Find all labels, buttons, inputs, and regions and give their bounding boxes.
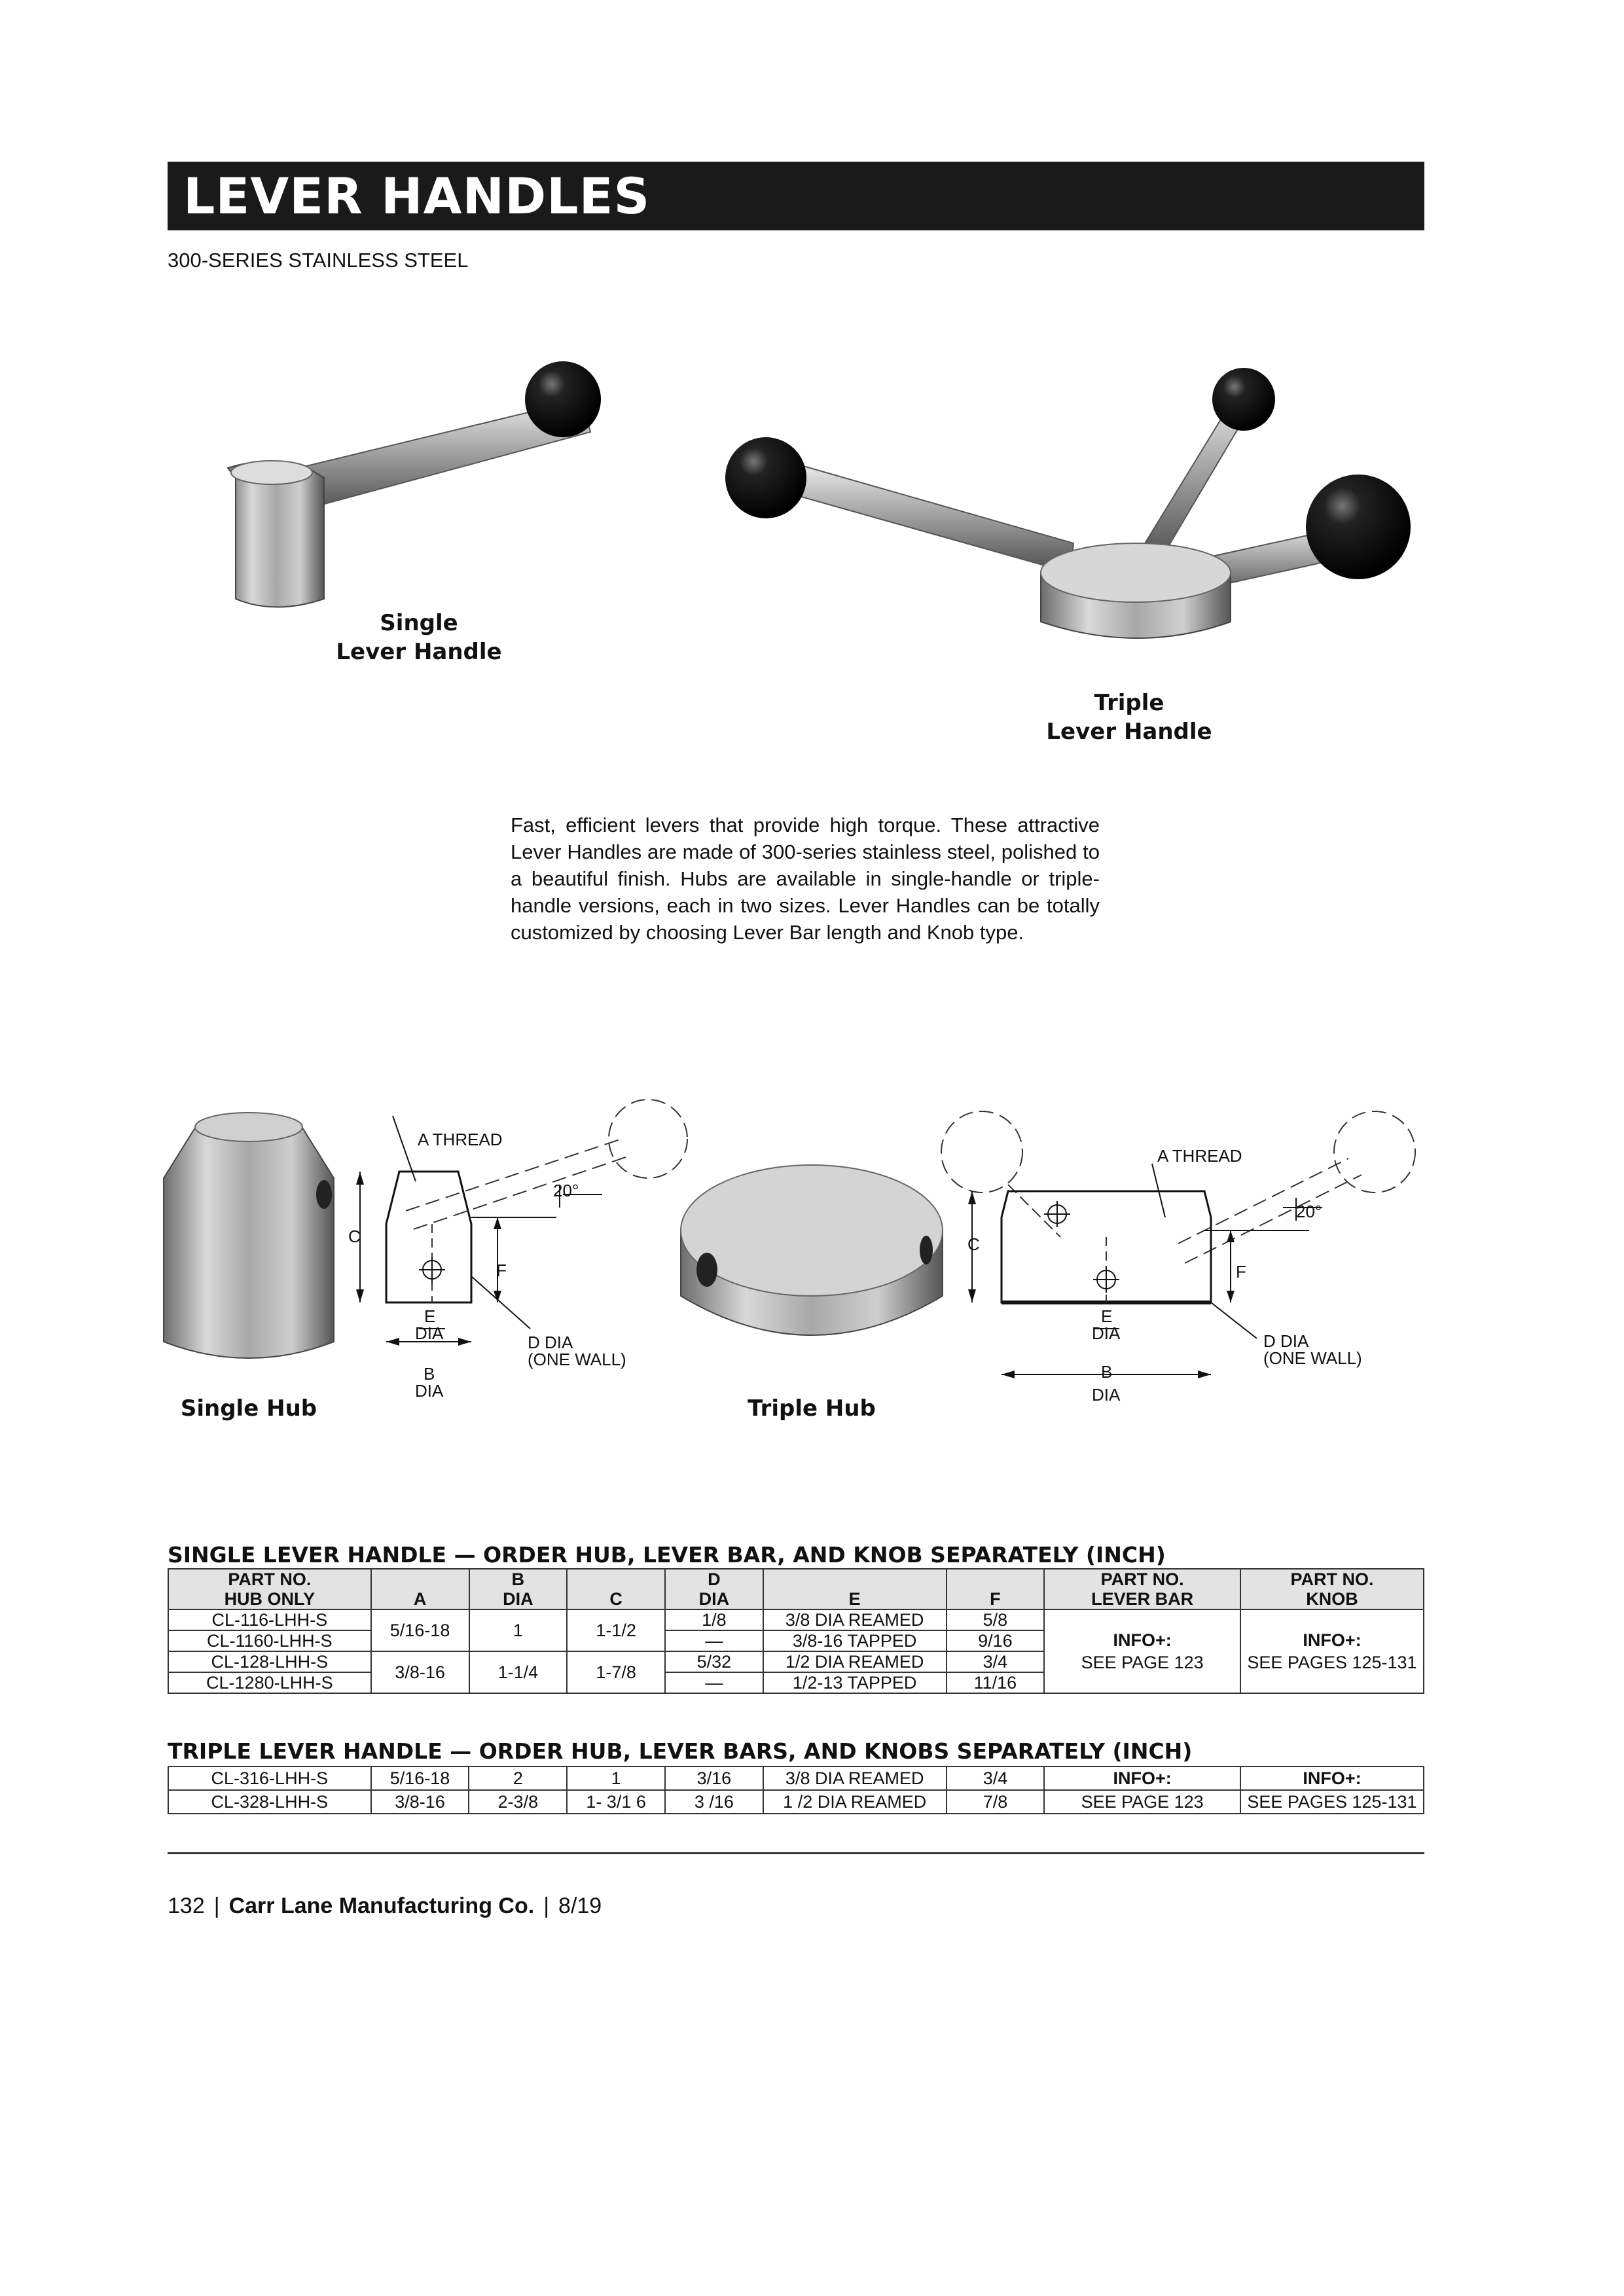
single-c-label: C: [348, 1227, 361, 1246]
footer-divider: [168, 1852, 1424, 1854]
single-f-label: F: [496, 1261, 507, 1280]
company-name: Carr Lane Manufacturing Co.: [228, 1893, 535, 1918]
single-e-label: E: [424, 1306, 436, 1326]
page-number: 132: [168, 1893, 205, 1918]
triple-lever-table: [168, 1766, 1424, 1814]
header-line: D: [708, 1570, 721, 1589]
c-cell: 1-1/2: [567, 1609, 665, 1651]
col-e: E: [763, 1569, 947, 1609]
lever-bar-see-cell: SEE PAGE 123: [1044, 1790, 1240, 1814]
single-lever-handle-caption: [314, 609, 524, 666]
e-cell: 3/8-16 TAPPED: [763, 1630, 947, 1651]
col-c: C: [567, 1569, 665, 1609]
b-cell: 1: [469, 1609, 568, 1651]
caption-line: Triple: [1094, 690, 1164, 716]
single-b-dia-label: DIA: [415, 1381, 444, 1401]
triple-hub-diagram: [916, 1086, 1453, 1414]
triple-table-title: TRIPLE LEVER HANDLE — ORDER HUB, LEVER BARS, AND KNOBS SEPARATELY (INCH): [168, 1738, 1193, 1764]
triple-c-label: C: [967, 1234, 980, 1254]
triple-f-label: F: [1236, 1262, 1246, 1282]
page-footer: [168, 1893, 602, 1919]
part-no-cell: CL-1160-LHH-S: [168, 1630, 371, 1651]
triple-hub-photo: [674, 1152, 949, 1374]
b-cell: 2: [469, 1767, 567, 1790]
part-no-cell: CL-328-LHH-S: [168, 1790, 371, 1814]
table-row: [168, 1767, 1424, 1790]
triple-angle-label: 20°: [1296, 1202, 1322, 1221]
col-f: F: [947, 1569, 1045, 1609]
triple-lever-handle-photo: [707, 347, 1440, 661]
part-no-cell: CL-116-LHH-S: [168, 1609, 371, 1630]
triple-e-dia-label: DIA: [1092, 1323, 1121, 1343]
info-label: INFO+:: [1113, 1768, 1172, 1788]
triple-one-wall-label: (ONE WALL): [1263, 1348, 1362, 1368]
footer-date: 8/19: [558, 1893, 602, 1918]
caption-line: Single: [380, 610, 458, 636]
see-pages-link: SEE PAGES 125-131: [1247, 1653, 1417, 1672]
header-line: PART NO.: [228, 1570, 312, 1589]
e-cell: 1/2-13 TAPPED: [763, 1672, 947, 1693]
info-label: INFO+:: [1303, 1630, 1362, 1650]
table-header-row: [168, 1569, 1424, 1609]
header-line: DIA: [698, 1589, 730, 1609]
c-cell: 1-7/8: [567, 1651, 665, 1693]
header-line: B: [511, 1570, 525, 1589]
f-cell: 3/4: [947, 1651, 1045, 1672]
knob-info-cell: [1240, 1609, 1424, 1693]
single-hub-diagram: [340, 1080, 694, 1414]
page-subtitle: 300-SERIES STAINLESS STEEL: [168, 249, 469, 272]
col-d: [665, 1569, 763, 1609]
single-lever-table: [168, 1568, 1424, 1694]
page-title: LEVER HANDLES: [183, 167, 651, 225]
part-no-cell: CL-316-LHH-S: [168, 1767, 371, 1790]
single-d-dia-label: D DIA: [528, 1333, 573, 1352]
triple-a-thread-label: A THREAD: [1157, 1146, 1242, 1166]
triple-e-label: E: [1101, 1306, 1113, 1326]
triple-lever-handle-caption: [1021, 689, 1237, 746]
f-cell: 5/8: [947, 1609, 1045, 1630]
col-knob: [1240, 1569, 1424, 1609]
product-description: Fast, efficient levers that provide high torque. These attractive Lever Handles are made of 300-series stainless steel, polished to a beautiful finish. Hubs are available in single-handle or triple-handle versions, each in two sizes. Lever Handles can be totally customized by choosing Lever Bar length and Knob type.: [511, 814, 1100, 944]
col-b: [469, 1569, 568, 1609]
col-part-no: [168, 1569, 371, 1609]
knob-info-cell: [1240, 1767, 1424, 1790]
knob-see-cell: SEE PAGES 125-131: [1240, 1790, 1424, 1814]
header-line: KNOB: [1306, 1589, 1358, 1609]
caption-line: Lever Handle: [336, 639, 502, 665]
lever-bar-info-cell: [1044, 1767, 1240, 1790]
header-line: LEVER BAR: [1091, 1589, 1194, 1609]
single-hub-caption: Single Hub: [180, 1395, 317, 1422]
header-line: HUB ONLY: [224, 1589, 316, 1609]
single-hub-photo: [157, 1106, 340, 1381]
see-page-link: SEE PAGE 123: [1081, 1653, 1204, 1672]
single-lever-handle-photo: [190, 340, 635, 615]
single-b-label: B: [424, 1364, 435, 1384]
d-cell: 1/8: [665, 1609, 763, 1630]
c-cell: 1: [567, 1767, 665, 1790]
lever-bar-info-cell: [1044, 1609, 1240, 1693]
single-one-wall-label: (ONE WALL): [528, 1350, 626, 1369]
a-cell: 3/8-16: [371, 1651, 469, 1693]
d-cell: 3/16: [665, 1767, 763, 1790]
col-lever-bar: [1044, 1569, 1240, 1609]
single-e-dia-label: DIA: [415, 1323, 444, 1343]
a-cell: 3/8-16: [371, 1790, 469, 1814]
b-cell: 1-1/4: [469, 1651, 568, 1693]
triple-hub-caption: Triple Hub: [748, 1395, 876, 1422]
triple-d-dia-label: D DIA: [1263, 1331, 1309, 1351]
d-cell: —: [665, 1630, 763, 1651]
caption-line: Lever Handle: [1046, 719, 1212, 745]
header-line: PART NO.: [1290, 1570, 1374, 1589]
c-cell: 1- 3/1 6: [567, 1790, 665, 1814]
part-no-cell: CL-1280-LHH-S: [168, 1672, 371, 1693]
triple-b-label: B: [1101, 1362, 1113, 1382]
e-cell: 1 /2 DIA REAMED: [763, 1790, 947, 1814]
table-row: [168, 1790, 1424, 1814]
page-title-bar: [168, 162, 1424, 230]
a-cell: 5/16-18: [371, 1767, 469, 1790]
d-cell: 5/32: [665, 1651, 763, 1672]
triple-b-dia-label: DIA: [1092, 1385, 1121, 1405]
f-cell: 7/8: [947, 1790, 1045, 1814]
e-cell: 3/8 DIA REAMED: [763, 1609, 947, 1630]
d-cell: 3 /16: [665, 1790, 763, 1814]
single-angle-label: 20°: [553, 1181, 579, 1200]
part-no-cell: CL-128-LHH-S: [168, 1651, 371, 1672]
f-cell: 11/16: [947, 1672, 1045, 1693]
a-cell: 5/16-18: [371, 1609, 469, 1651]
table-row: [168, 1609, 1424, 1630]
e-cell: 1/2 DIA REAMED: [763, 1651, 947, 1672]
footer-separator: |: [213, 1893, 220, 1918]
info-label: INFO+:: [1303, 1768, 1362, 1788]
header-line: DIA: [503, 1589, 533, 1609]
footer-separator: |: [543, 1893, 550, 1918]
f-cell: 3/4: [947, 1767, 1045, 1790]
col-a: A: [371, 1569, 469, 1609]
d-cell: —: [665, 1672, 763, 1693]
e-cell: 3/8 DIA REAMED: [763, 1767, 947, 1790]
b-cell: 2-3/8: [469, 1790, 567, 1814]
info-label: INFO+:: [1113, 1630, 1172, 1650]
header-line: PART NO.: [1100, 1570, 1184, 1589]
single-table-title: SINGLE LEVER HANDLE — ORDER HUB, LEVER BAR, AND KNOB SEPARATELY (INCH): [168, 1542, 1166, 1568]
single-a-thread-label: A THREAD: [418, 1130, 503, 1149]
f-cell: 9/16: [947, 1630, 1045, 1651]
